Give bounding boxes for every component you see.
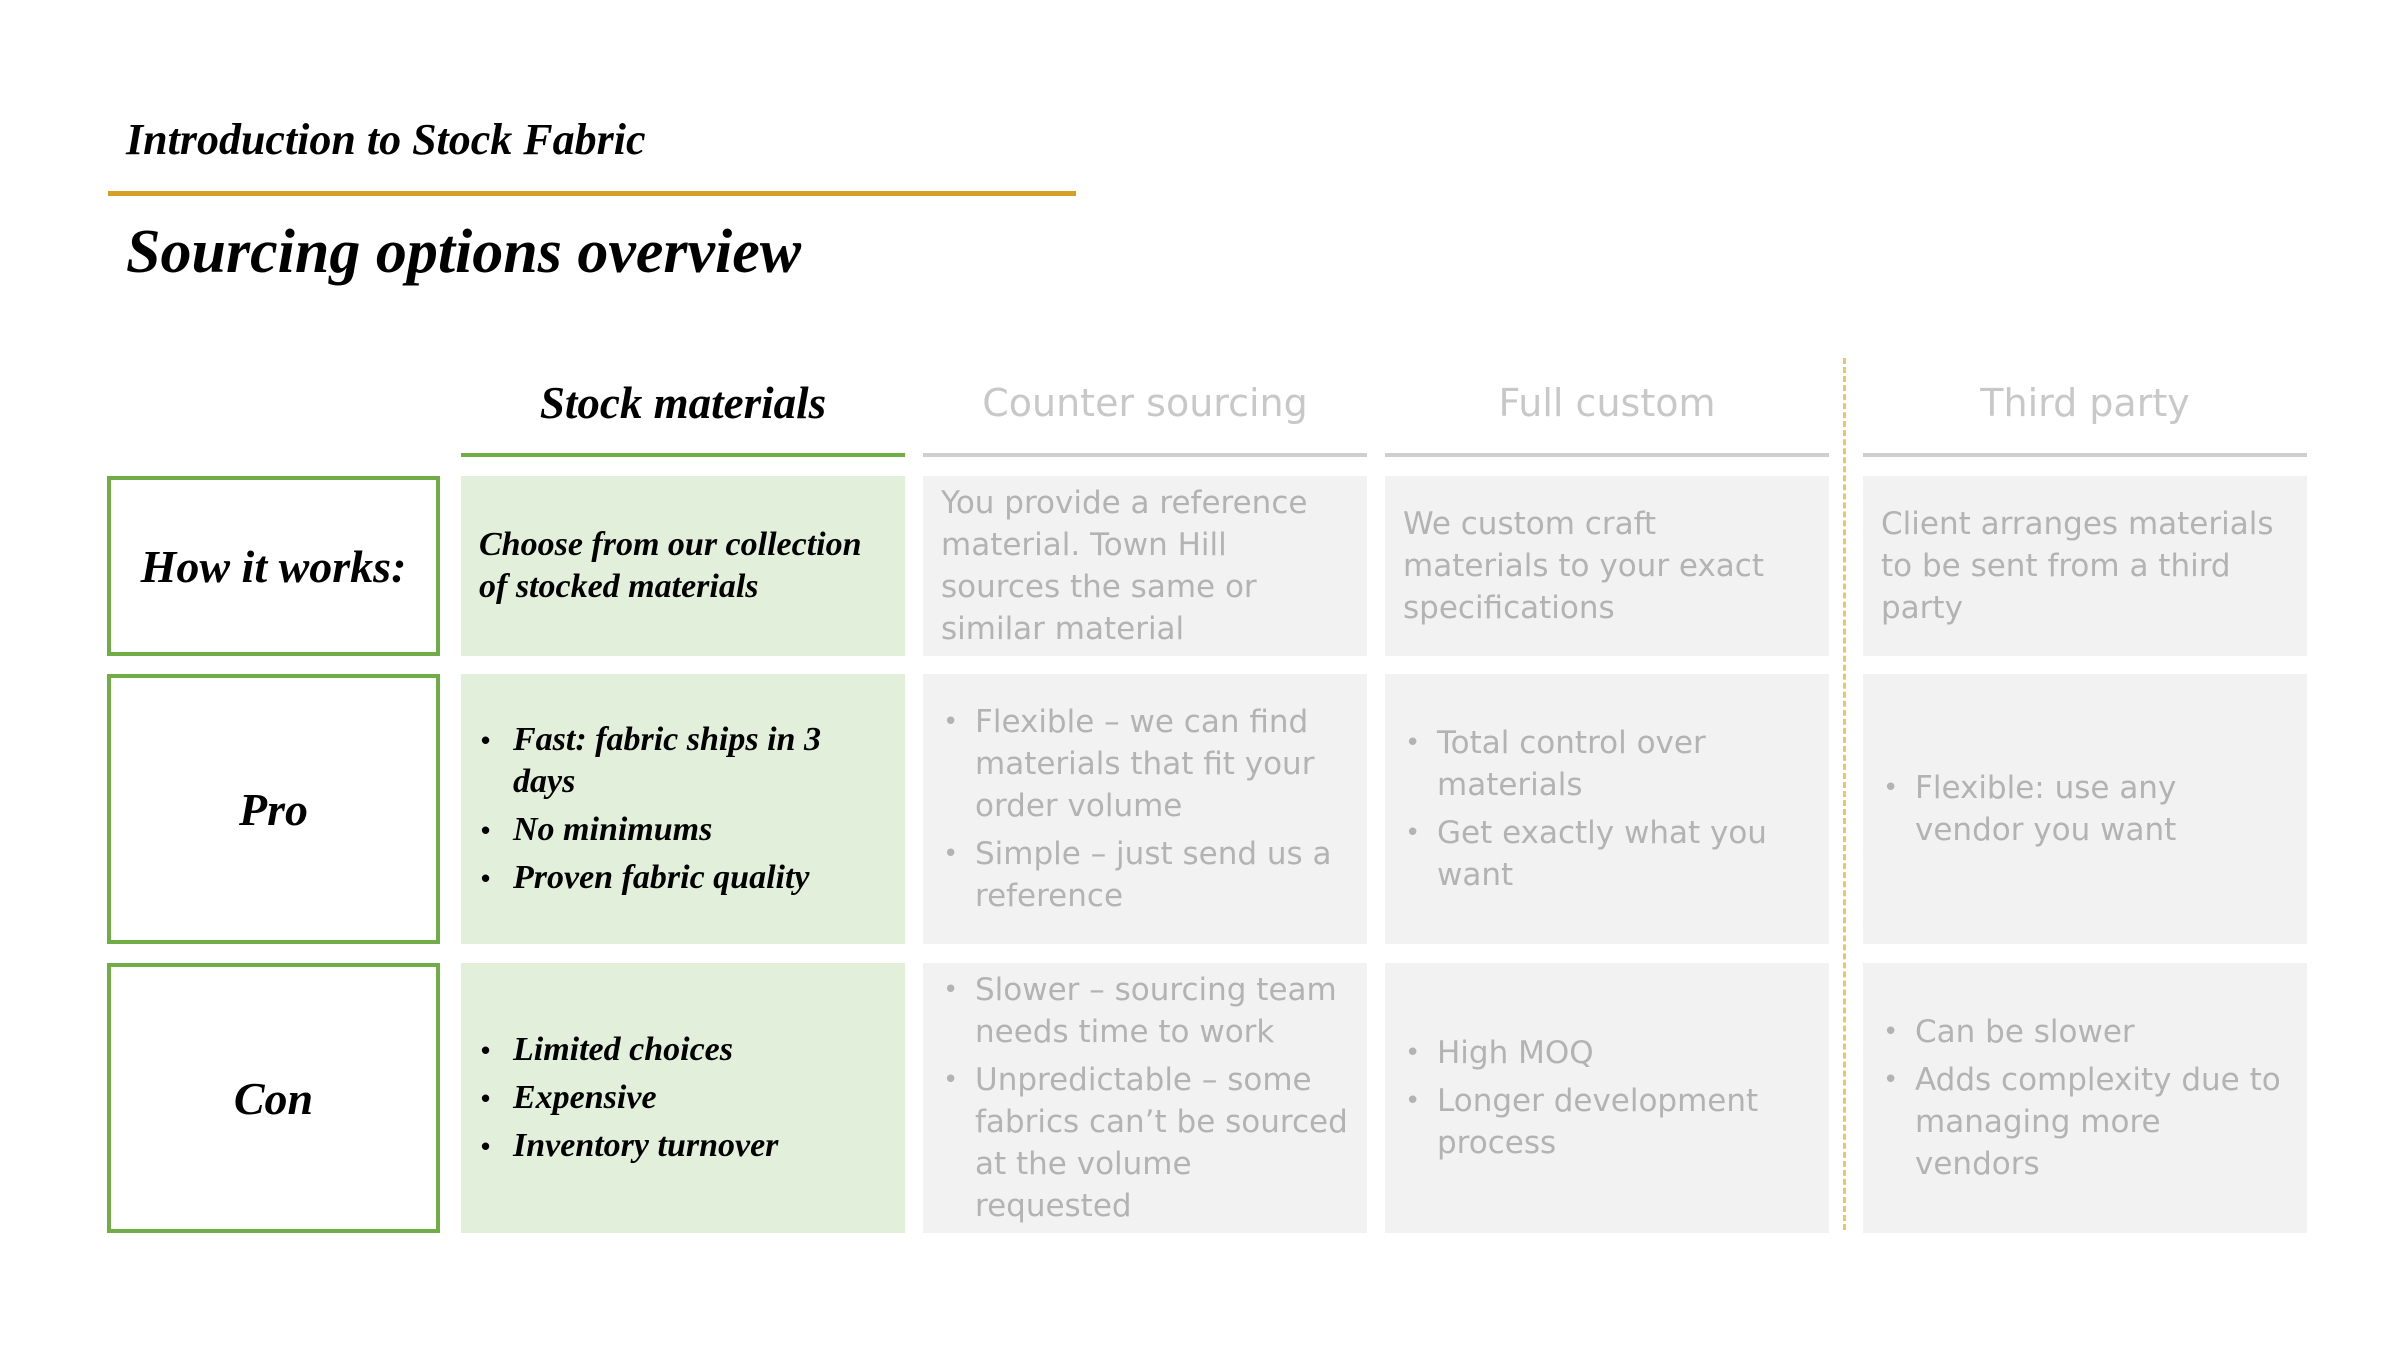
list-item: • Fast: fabric ships in 3 days bbox=[479, 719, 887, 803]
page-title: Sourcing options overview bbox=[126, 218, 802, 286]
list-item: • Limited choices bbox=[479, 1029, 887, 1071]
list-item: • Flexible: use any vendor you want bbox=[1881, 767, 2289, 851]
cell-how-third-party bbox=[1863, 476, 2307, 656]
kicker-underline bbox=[108, 191, 1076, 196]
row-label-text: Pro bbox=[239, 783, 308, 835]
cell-how-full-custom bbox=[1385, 476, 1829, 656]
pro-list bbox=[1881, 761, 2289, 857]
list-item: • Longer development process bbox=[1403, 1080, 1811, 1164]
third-party-divider bbox=[1843, 358, 1846, 1230]
cell-text: Choose from our collection of stocked materials bbox=[479, 526, 862, 605]
cell-how-counter-sourcing bbox=[923, 476, 1367, 656]
cell-con-full-custom bbox=[1385, 963, 1829, 1233]
column-header-third-party: Third party bbox=[1980, 381, 2190, 425]
list-item: • Expensive bbox=[479, 1077, 887, 1119]
pro-list bbox=[941, 695, 1349, 923]
cell-con-counter-sourcing bbox=[923, 963, 1367, 1233]
list-item: • Total control over materials bbox=[1403, 722, 1811, 806]
column-header-stock-materials: Stock materials bbox=[539, 378, 827, 428]
cell-pro-full-custom bbox=[1385, 674, 1829, 944]
con-list bbox=[1403, 1026, 1811, 1170]
row-label-text: Con bbox=[233, 1072, 314, 1124]
section-kicker: Introduction to Stock Fabric bbox=[126, 115, 646, 164]
con-list bbox=[1881, 1005, 2289, 1191]
cell-con-third-party bbox=[1863, 963, 2307, 1233]
list-item: • Simple – just send us a reference bbox=[941, 833, 1349, 917]
list-item: • Unpredictable – some fabrics can’t be sourced at the volume requested bbox=[941, 1059, 1349, 1227]
list-item: • No minimums bbox=[479, 809, 887, 851]
list-item: • Adds complexity due to managing more vendors bbox=[1881, 1059, 2289, 1185]
column-header-counter-sourcing: Counter sourcing bbox=[982, 381, 1308, 425]
cell-text: Client arranges materials to be sent from a third party bbox=[1881, 506, 2274, 626]
cell-text: You provide a reference material. Town Hill sources the same or similar material bbox=[941, 485, 1308, 647]
list-item: • Get exactly what you want bbox=[1403, 812, 1811, 896]
row-label-con bbox=[107, 963, 440, 1233]
row-label-pro bbox=[107, 674, 440, 944]
list-item: • High MOQ bbox=[1403, 1032, 1811, 1074]
row-label-how-it-works bbox=[107, 476, 440, 656]
list-item: • Inventory turnover bbox=[479, 1125, 887, 1167]
list-item: • Flexible – we can find materials that fit your order volume bbox=[941, 701, 1349, 827]
column-rule-counter-sourcing bbox=[923, 453, 1367, 457]
column-rule-full-custom bbox=[1385, 453, 1829, 457]
column-rule-stock-materials bbox=[461, 453, 905, 457]
pro-list bbox=[1403, 716, 1811, 902]
list-item: • Proven fabric quality bbox=[479, 857, 887, 899]
cell-text: We custom craft materials to your exact specifications bbox=[1403, 506, 1764, 626]
con-list bbox=[941, 963, 1349, 1233]
con-list bbox=[479, 1023, 887, 1173]
cell-pro-counter-sourcing bbox=[923, 674, 1367, 944]
row-label-text: How it works: bbox=[140, 540, 407, 592]
cell-con-stock-materials bbox=[461, 963, 905, 1233]
list-item: • Slower – sourcing team needs time to work bbox=[941, 969, 1349, 1053]
cell-pro-third-party bbox=[1863, 674, 2307, 944]
pro-list bbox=[479, 713, 887, 905]
column-header-full-custom: Full custom bbox=[1498, 381, 1716, 425]
cell-pro-stock-materials bbox=[461, 674, 905, 944]
column-rule-third-party bbox=[1863, 453, 2307, 457]
list-item: • Can be slower bbox=[1881, 1011, 2289, 1053]
cell-how-stock-materials bbox=[461, 476, 905, 656]
